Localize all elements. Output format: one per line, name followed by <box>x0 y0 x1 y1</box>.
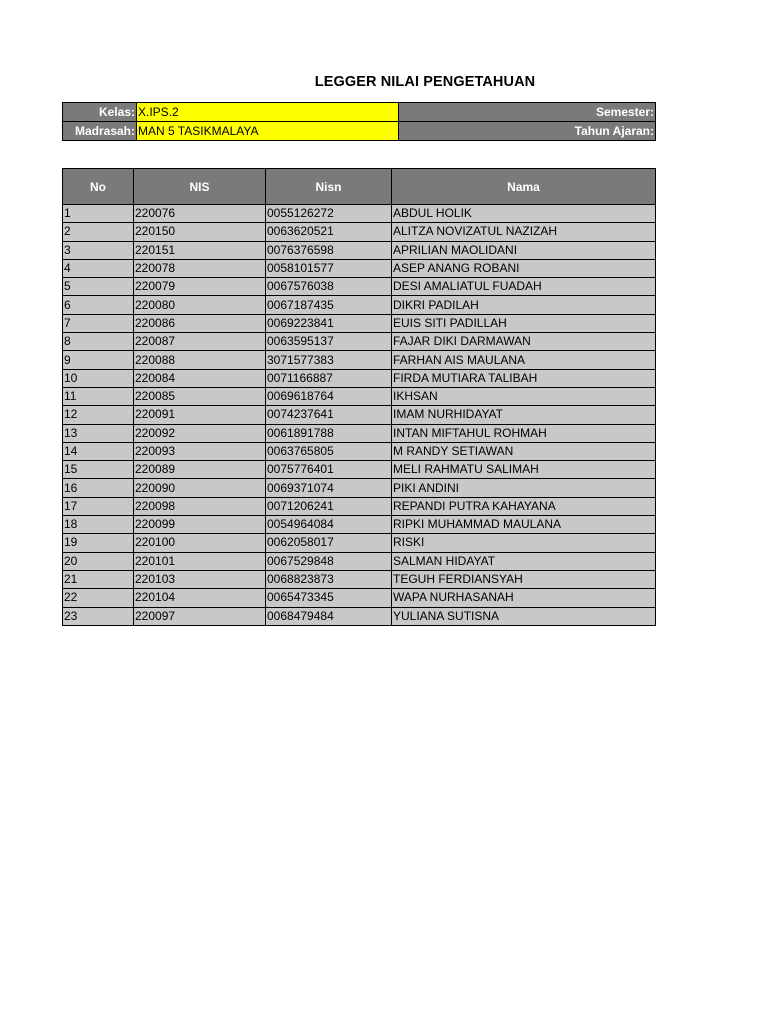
cell-nisn[interactable]: 0074237641 <box>266 406 392 424</box>
table-row <box>63 296 656 314</box>
cell-nisn[interactable]: 0063765805 <box>266 442 392 460</box>
cell-no[interactable]: 18 <box>63 516 134 534</box>
cell-no[interactable]: 7 <box>63 314 134 332</box>
cell-nama[interactable]: REPANDI PUTRA KAHAYANA <box>392 497 656 515</box>
kelas-label: Kelas: <box>63 103 137 122</box>
cell-nama[interactable]: FARHAN AIS MAULANA <box>392 351 656 369</box>
table-row <box>63 552 656 570</box>
table-row <box>63 314 656 332</box>
cell-no[interactable]: 15 <box>63 461 134 479</box>
cell-nis[interactable]: 220100 <box>134 534 266 552</box>
cell-no[interactable]: 21 <box>63 570 134 588</box>
cell-no[interactable]: 6 <box>63 296 134 314</box>
cell-nisn[interactable]: 0055126272 <box>266 205 392 223</box>
cell-nis[interactable]: 220097 <box>134 607 266 625</box>
table-row <box>63 223 656 241</box>
cell-nis[interactable]: 220079 <box>134 278 266 296</box>
info-table <box>62 102 656 141</box>
cell-nama[interactable]: APRILIAN MAOLIDANI <box>392 241 656 259</box>
table-row <box>63 461 656 479</box>
table-row <box>63 241 656 259</box>
tahun-ajaran-label: Tahun Ajaran: <box>399 122 656 141</box>
cell-nisn[interactable]: 0069371074 <box>266 479 392 497</box>
cell-nis[interactable]: 220078 <box>134 259 266 277</box>
cell-nis[interactable]: 220098 <box>134 497 266 515</box>
cell-nisn[interactable]: 0076376598 <box>266 241 392 259</box>
table-row <box>63 534 656 552</box>
cell-no[interactable]: 11 <box>63 387 134 405</box>
cell-nis[interactable]: 220092 <box>134 424 266 442</box>
cell-nama[interactable]: RISKI <box>392 534 656 552</box>
cell-nisn[interactable]: 0061891788 <box>266 424 392 442</box>
cell-no[interactable]: 14 <box>63 442 134 460</box>
cell-nama[interactable]: IMAM NURHIDAYAT <box>392 406 656 424</box>
cell-nisn[interactable]: 0067529848 <box>266 552 392 570</box>
cell-nama[interactable]: MELI RAHMATU SALIMAH <box>392 461 656 479</box>
cell-nama[interactable]: RIPKI MUHAMMAD MAULANA <box>392 516 656 534</box>
kelas-value[interactable]: X.IPS.2 <box>137 103 399 122</box>
header-nisn: Nisn <box>266 169 392 205</box>
cell-nisn[interactable]: 0069223841 <box>266 314 392 332</box>
cell-nisn[interactable]: 0062058017 <box>266 534 392 552</box>
cell-nisn[interactable]: 0068823873 <box>266 570 392 588</box>
cell-nis[interactable]: 220080 <box>134 296 266 314</box>
info-row-madrasah <box>63 122 656 141</box>
cell-nis[interactable]: 220084 <box>134 369 266 387</box>
cell-no[interactable]: 22 <box>63 589 134 607</box>
cell-no[interactable]: 3 <box>63 241 134 259</box>
table-row <box>63 607 656 625</box>
cell-nisn[interactable]: 0071206241 <box>266 497 392 515</box>
cell-nisn[interactable]: 0069618764 <box>266 387 392 405</box>
table-header-row <box>63 169 656 205</box>
cell-nama[interactable]: DIKRI PADILAH <box>392 296 656 314</box>
madrasah-value[interactable]: MAN 5 TASIKMALAYA <box>137 122 399 141</box>
cell-nama[interactable]: SALMAN HIDAYAT <box>392 552 656 570</box>
cell-nama[interactable]: DESI AMALIATUL FUADAH <box>392 278 656 296</box>
cell-nama[interactable]: ALITZA NOVIZATUL NAZIZAH <box>392 223 656 241</box>
info-row-kelas <box>63 103 656 122</box>
cell-no[interactable]: 9 <box>63 351 134 369</box>
cell-no[interactable]: 16 <box>63 479 134 497</box>
table-row <box>63 387 656 405</box>
cell-no[interactable]: 5 <box>63 278 134 296</box>
cell-no[interactable]: 19 <box>63 534 134 552</box>
cell-nama[interactable]: IKHSAN <box>392 387 656 405</box>
cell-nis[interactable]: 220151 <box>134 241 266 259</box>
table-row <box>63 406 656 424</box>
table-row <box>63 479 656 497</box>
cell-nama[interactable]: YULIANA SUTISNA <box>392 607 656 625</box>
cell-nis[interactable]: 220091 <box>134 406 266 424</box>
madrasah-label: Madrasah: <box>63 122 137 141</box>
table-body <box>63 205 656 626</box>
table-row <box>63 570 656 588</box>
cell-nisn[interactable]: 0068479484 <box>266 607 392 625</box>
table-row <box>63 442 656 460</box>
cell-no[interactable]: 2 <box>63 223 134 241</box>
cell-nis[interactable]: 220076 <box>134 205 266 223</box>
table-row <box>63 424 656 442</box>
cell-nama[interactable]: EUIS SITI PADILLAH <box>392 314 656 332</box>
cell-nis[interactable]: 220087 <box>134 333 266 351</box>
cell-nisn[interactable]: 0063620521 <box>266 223 392 241</box>
cell-no[interactable]: 4 <box>63 259 134 277</box>
cell-no[interactable]: 12 <box>63 406 134 424</box>
cell-nis[interactable]: 220099 <box>134 516 266 534</box>
page-title: LEGGER NILAI PENGETAHUAN <box>314 74 536 90</box>
table-row <box>63 589 656 607</box>
cell-no[interactable]: 13 <box>63 424 134 442</box>
cell-nisn[interactable]: 0065473345 <box>266 589 392 607</box>
cell-nama[interactable]: INTAN MIFTAHUL ROHMAH <box>392 424 656 442</box>
cell-nis[interactable]: 220085 <box>134 387 266 405</box>
cell-no[interactable]: 23 <box>63 607 134 625</box>
cell-nisn[interactable]: 0071166887 <box>266 369 392 387</box>
table-row <box>63 333 656 351</box>
cell-nis[interactable]: 220088 <box>134 351 266 369</box>
semester-label: Semester: <box>399 103 656 122</box>
cell-nis[interactable]: 220086 <box>134 314 266 332</box>
cell-nis[interactable]: 220089 <box>134 461 266 479</box>
cell-no[interactable]: 10 <box>63 369 134 387</box>
cell-no[interactable]: 17 <box>63 497 134 515</box>
cell-nama[interactable]: WAPA NURHASANAH <box>392 589 656 607</box>
cell-nis[interactable]: 220090 <box>134 479 266 497</box>
cell-nis[interactable]: 220101 <box>134 552 266 570</box>
cell-nisn[interactable]: 0058101577 <box>266 259 392 277</box>
table-row <box>63 516 656 534</box>
cell-nisn[interactable]: 0067187435 <box>266 296 392 314</box>
cell-nisn[interactable]: 0067576038 <box>266 278 392 296</box>
cell-no[interactable]: 20 <box>63 552 134 570</box>
header-nis: NIS <box>134 169 266 205</box>
cell-nama[interactable]: PIKI ANDINI <box>392 479 656 497</box>
header-nama: Nama <box>392 169 656 205</box>
cell-no[interactable]: 1 <box>63 205 134 223</box>
cell-nis[interactable]: 220104 <box>134 589 266 607</box>
cell-nisn[interactable]: 0075776401 <box>266 461 392 479</box>
cell-nama[interactable]: FIRDA MUTIARA TALIBAH <box>392 369 656 387</box>
student-table <box>62 168 656 626</box>
table-row <box>63 278 656 296</box>
cell-nama[interactable]: M RANDY SETIAWAN <box>392 442 656 460</box>
cell-nama[interactable]: ASEP ANANG ROBANI <box>392 259 656 277</box>
cell-nisn[interactable]: 0054964084 <box>266 516 392 534</box>
cell-nisn[interactable]: 0063595137 <box>266 333 392 351</box>
cell-nama[interactable]: TEGUH FERDIANSYAH <box>392 570 656 588</box>
header-no: No <box>63 169 134 205</box>
table-row <box>63 205 656 223</box>
cell-nama[interactable]: FAJAR DIKI DARMAWAN <box>392 333 656 351</box>
cell-nis[interactable]: 220093 <box>134 442 266 460</box>
cell-nisn[interactable]: 3071577383 <box>266 351 392 369</box>
table-row <box>63 351 656 369</box>
table-row <box>63 259 656 277</box>
cell-nama[interactable]: ABDUL HOLIK <box>392 205 656 223</box>
table-row <box>63 369 656 387</box>
cell-no[interactable]: 8 <box>63 333 134 351</box>
cell-nis[interactable]: 220150 <box>134 223 266 241</box>
cell-nis[interactable]: 220103 <box>134 570 266 588</box>
table-row <box>63 497 656 515</box>
